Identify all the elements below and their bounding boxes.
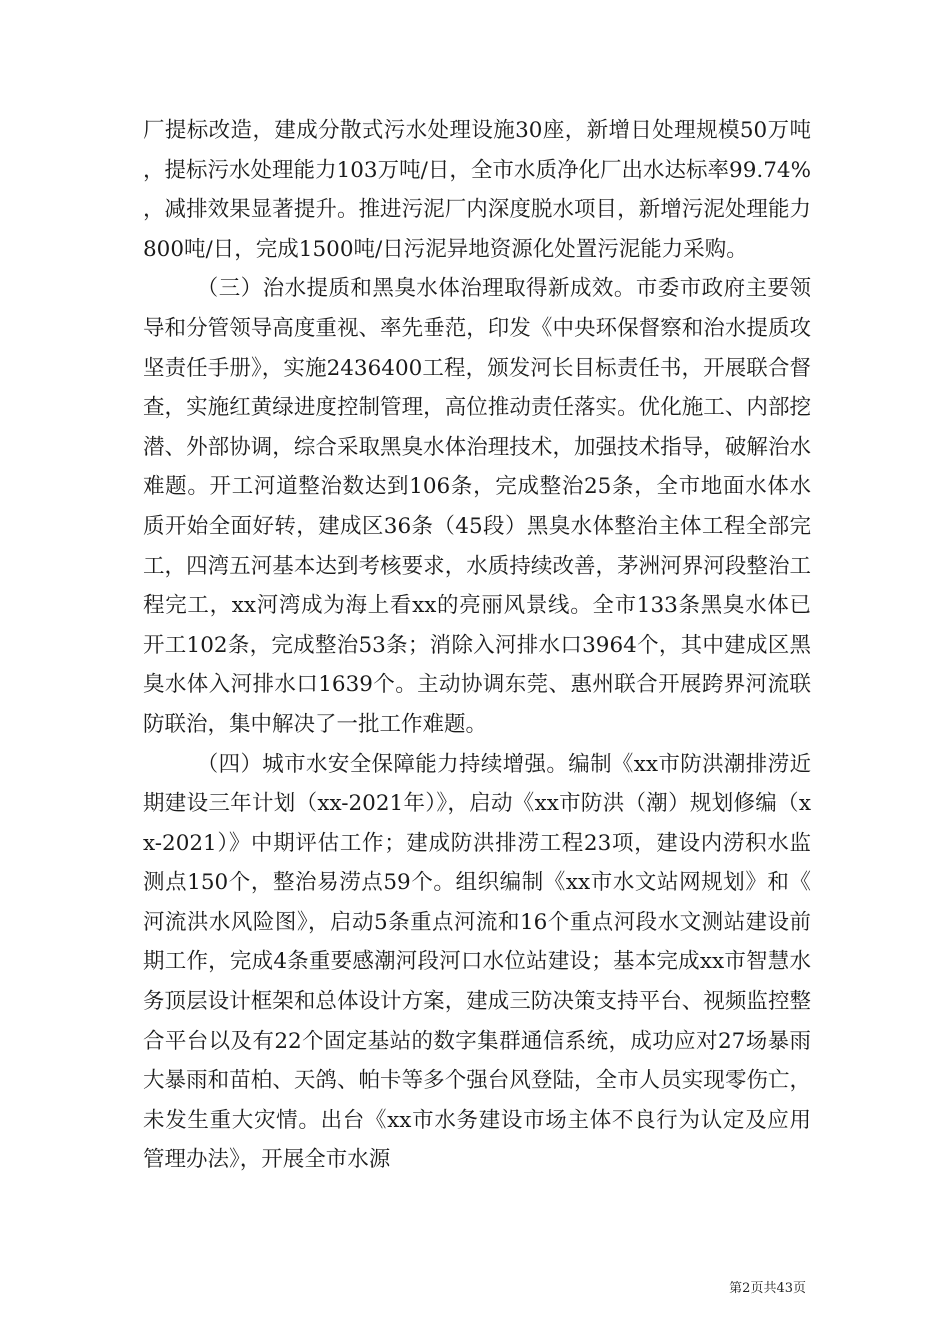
page-number-footer: 第2页共43页 — [729, 1281, 806, 1296]
document-body — [143, 111, 811, 1180]
paragraph-section-3: （三）治水提质和黑臭水体治理取得新成效。市委市政府主要领导和分管领导高度重视、率先垂范，印发《中央环保督察和治水提质攻坚责任手册》，实施2436400工程，颁发河长目标责任书，开展联合督查，实施红黄绿进度控制管理，高位推动责任落实。优化施工、内部挖潜、外部协调，综合采取黑臭水体治理技术，加强技术指导，破解治水难题。开工河道整治数达到106条，完成整治25条，全市地面水体水质开始全面好转，建成区36条（45段）黑臭水体整治主体工程全部完工，四湾五河基本达到考核要求，水质持续改善，茅洲河界河段整治工程完工，xx河湾成为海上看xx的亮丽风景线。全市133条黑臭水体已开工102条，完成整治53条；消除入河排水口3964个，其中建成区黑臭水体入河排水口1639个。主动协调东莞、惠州联合开展跨界河流联防联治，集中解决了一批工作难题。 — [143, 276, 812, 737]
paragraph-section-4: （四）城市水安全保障能力持续增强。编制《xx市防洪潮排涝近期建设三年计划（xx-2021年）》，启动《xx市防洪（潮）规划修编（xx-2021）》中期评估工作；建成防洪排涝工程23项，建设内涝积水监测点150个，整治易涝点59个。组织编制《xx市水文站网规划》和《河流洪水风险图》，启动5条重点河流和16个重点河段水文测站建设前期工作，完成4条重要感潮河段河口水位站建设；基本完成xx市智慧水务顶层设计框架和总体设计方案，建成三防决策支持平台、视频监控整合平台以及有22个固定基站的数字集群通信系统，成功应对27场暴雨大暴雨和苗柏、天鸽、帕卡等多个强台风登陆，全市人员实现零伤亡，未发生重大灾情。出台《xx市水务建设市场主体不良行为认定及应用管理办法》，开展全市水源 — [143, 751, 811, 1173]
paragraph-1: 厂提标改造，建成分散式污水处理设施30座，新增日处理规模50万吨，提标污水处理能力103万吨/日，全市水质净化厂出水达标率99.74%，减排效果显著提升。推进污泥厂内深度脱水项目，新增污泥处理能力800吨/日，完成1500吨/日污泥异地资源化处置污泥能力采购。 — [143, 118, 811, 262]
